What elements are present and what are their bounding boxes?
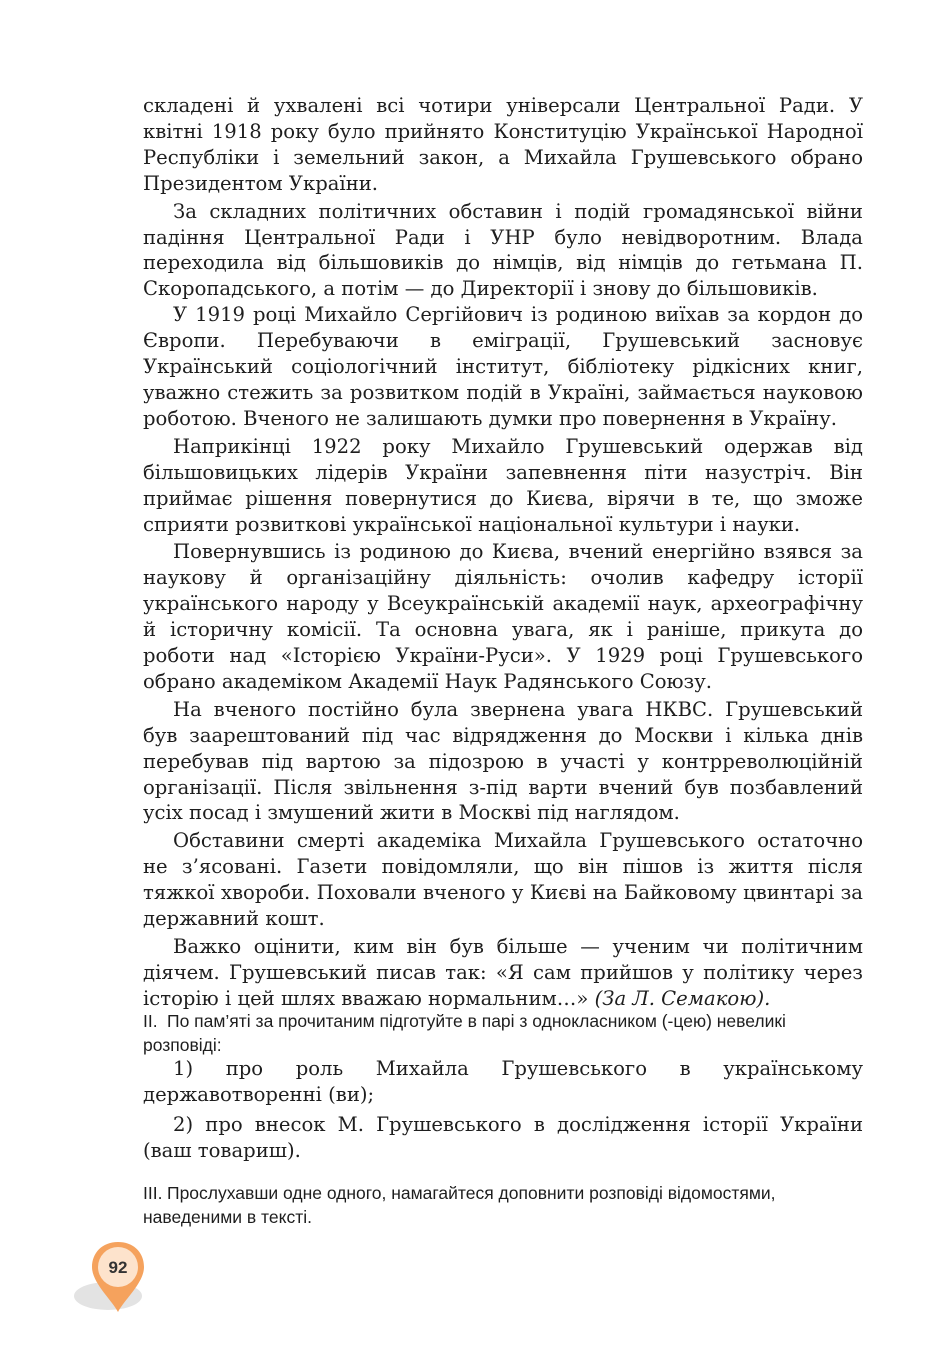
task-three	[143, 1181, 863, 1229]
paragraph	[143, 934, 863, 1012]
paragraph: За складних політичних обставин і подій громадянської війни падіння Центральної Ради і УНР було невідворотним. Влада переходила від більшовиків до німців, від німців до гетьмана П. Скоропадського, а потім — до Директорії і знову до більшовиків.	[143, 199, 863, 301]
paragraph: На вченого постійно була звернена увага НКВС. Грушевський був заарештований під час відрядження до Москви і кілька днів перебував під вартою за підозрою в участі у контрреволюційній організації. Після звільнення з-під варти вчений був позбавлений усіх посад і змушений жити в Москві під наглядом.	[143, 697, 863, 825]
task-text: По пам’яті за прочитаним підготуйте в парі з однокласником (-цею) невеликі розповіді:	[143, 1011, 786, 1055]
task-item: 2) про внесок М. Грушевського в дослідження історії України (ваш товариш).	[143, 1113, 863, 1162]
paragraph: У 1919 році Михайло Сергійович із родиною виїхав за кордон до Європи. Перебуваючи в еміграції, Грушевський засновує Український соціологічний інститут, бібліотеку рідкісних книг, уважно стежить за розвитком подій в Україні, займається науковою роботою. Вченого не залишають думки про повернення в Україну.	[143, 303, 863, 430]
main-text	[143, 93, 863, 1012]
page-marker-icon	[72, 1238, 162, 1318]
paragraph: Наприкінці 1922 року Михайло Грушевський одержав від більшовицьких лідерів України запевнення піти назустріч. Він приймає рішення повернутися до Києва, вірячи в те, що зможе сприяти розвиткові української національної культури і науки.	[143, 434, 863, 536]
task-text: Прослухавши одне одного, намагайтеся доповнити розповіді відомостями, наведеними в тексті.	[143, 1183, 776, 1227]
task-two	[143, 1009, 863, 1057]
quote-source: (За Л. Семакою).	[594, 986, 771, 1010]
paragraph: складені й ухвалені всі чотири універсали Центральної Ради. У квітні 1918 року було прийнято Конституцію Української Народної Республіки і земельний закон, а Михайла Грушевського обрано Президентом України.	[143, 94, 863, 195]
page-number: 92	[108, 1258, 128, 1277]
task-number: II.	[143, 1011, 158, 1031]
task-number: III.	[143, 1183, 163, 1203]
paragraph: Обставини смерті академіка Михайла Грушевського остаточно не з’ясовані. Газети повідомляли, що він пішов із життя після тяжкої хвороби. Поховали вченого у Києві на Байковому цвинтарі за державний кошт.	[143, 829, 863, 931]
task-item: 1) про роль Михайла Грушевського в українському державотворенні (ви);	[143, 1057, 863, 1106]
quote-paragraph-text: Важко оцінити, ким він був більше — ученим чи політичним діячем. Грушевський писав так: «Я сам прийшов у політику через історію і цей шлях вважаю нормальним…»	[143, 935, 863, 1010]
paragraph: Повернувшись із родиною до Києва, вчений енергійно взявся за наукову й організаційну діяльність: очолив кафедру історії українського народу у Всеукраїнській академії наук, археографічну й історичну комісії. Та основна увага, як і раніше, прикута до роботи над «Історією України-Руси». У 1929 році Грушевського обрано академіком Академії Наук Радянського Союзу.	[143, 540, 863, 693]
task-two-items	[143, 1056, 863, 1168]
